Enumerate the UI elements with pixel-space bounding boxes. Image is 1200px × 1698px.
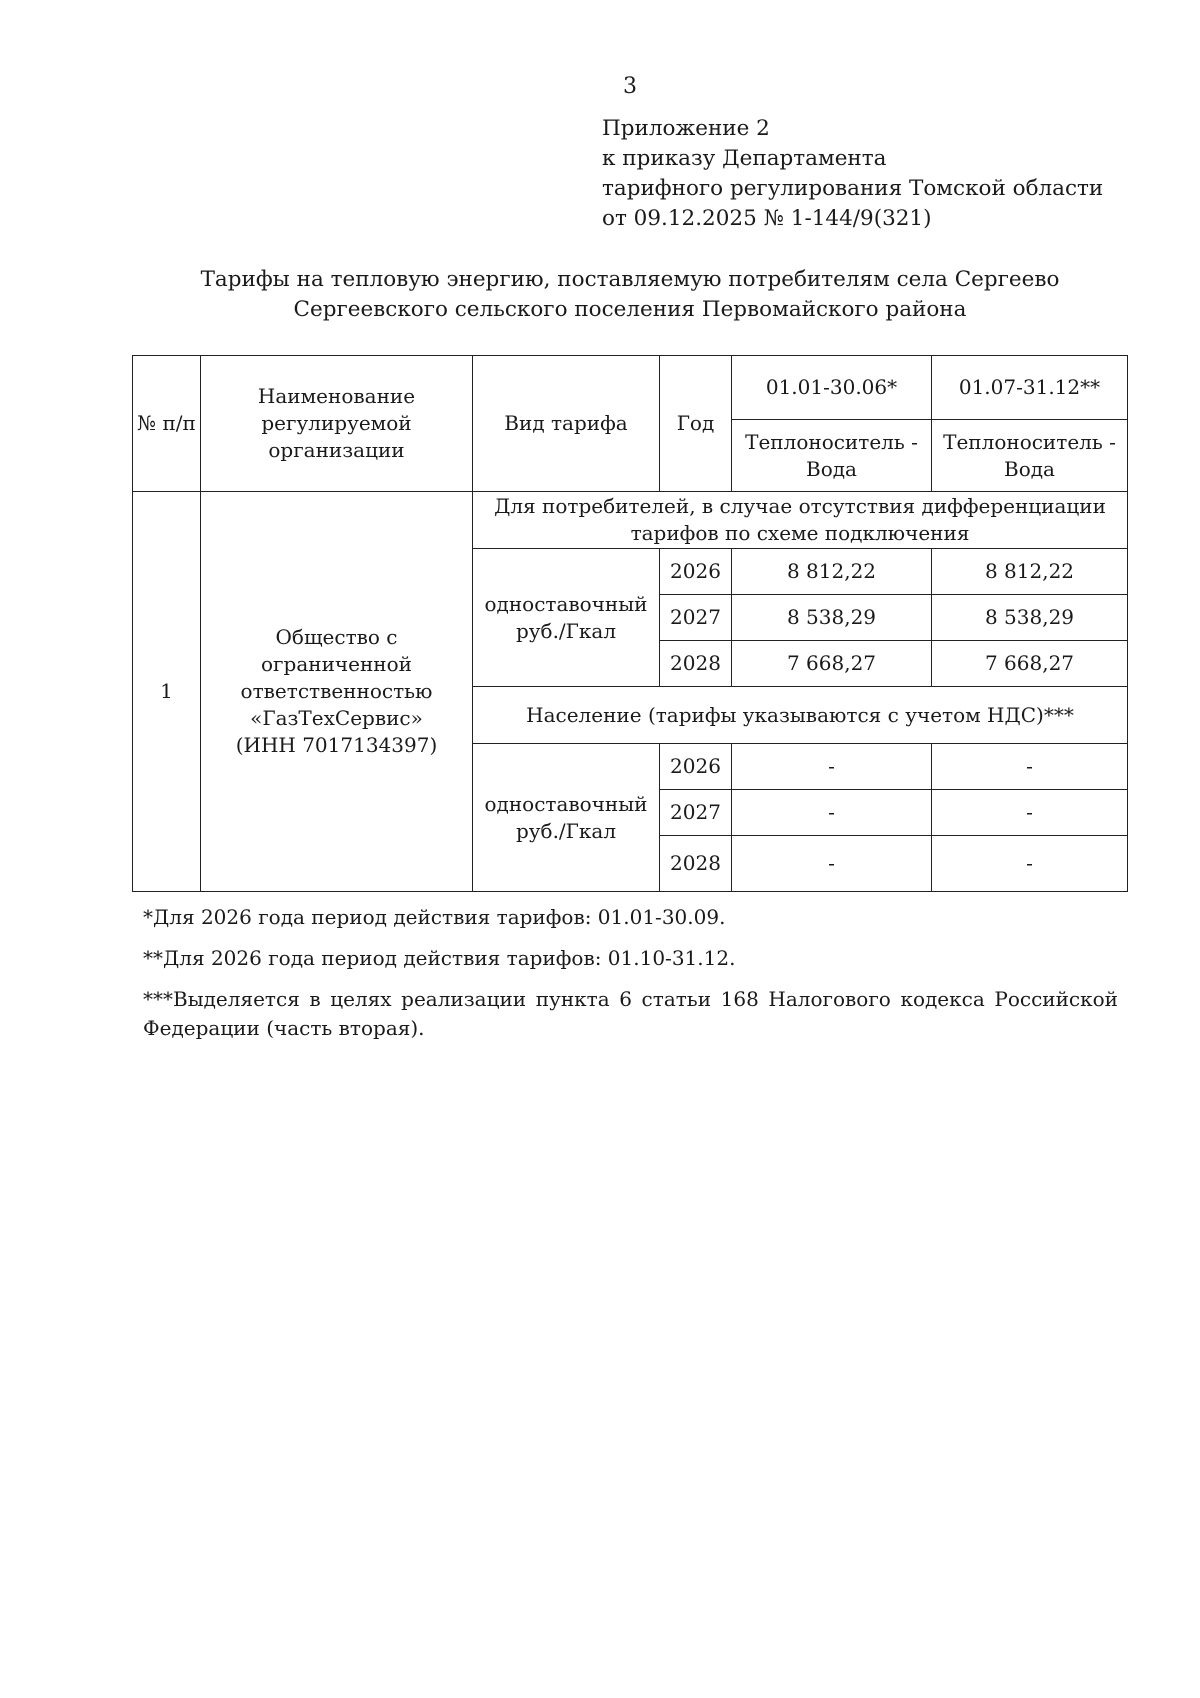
section-title: Население (тарифы указываются с учетом НДС)*** — [473, 687, 1128, 744]
tariff-type-cell: одноставочный руб./Гкал — [473, 744, 660, 892]
year-cell: 2027 — [660, 790, 732, 836]
tariff-value: - — [732, 744, 932, 790]
tariff-value: 8 538,29 — [932, 595, 1128, 641]
page-number: 3 — [623, 74, 637, 99]
footnote: ***Выделяется в целях реализации пункта 6 статьи 168 Налогового кодекса Российской Федерации (часть вторая). — [143, 987, 1118, 1040]
tariff-table — [132, 355, 1128, 892]
tariff-type-cell: одноставочный руб./Гкал — [473, 549, 660, 687]
header-year: Год — [660, 356, 732, 492]
footnote: **Для 2026 года период действия тарифов: 01.10-31.12. — [143, 946, 736, 970]
tariff-value: - — [932, 790, 1128, 836]
year-cell: 2028 — [660, 836, 732, 892]
header-period-2: 01.07-31.12** — [932, 356, 1128, 420]
header-organization: Наименование регулируемой организации — [201, 356, 473, 492]
header-carrier-1: Теплоноситель - Вода — [732, 420, 932, 492]
organization-name: Общество с ограниченной ответственностью «ГазТехСервис» (ИНН 7017134397) — [201, 492, 473, 892]
appendix-line: тарифного регулирования Томской области — [602, 176, 1104, 201]
header-num: № п/п — [133, 356, 201, 492]
header-carrier-2: Теплоноситель - Вода — [932, 420, 1128, 492]
header-period-1: 01.01-30.06* — [732, 356, 932, 420]
tariff-value: - — [932, 744, 1128, 790]
section-title: Для потребителей, в случае отсутствия дифференциации тарифов по схеме подключения — [473, 492, 1128, 549]
footnotes — [143, 903, 1118, 1055]
row-number: 1 — [133, 492, 201, 892]
tariff-value: 7 668,27 — [732, 641, 932, 687]
tariff-value: - — [932, 836, 1128, 892]
tariff-value: 8 812,22 — [732, 549, 932, 595]
appendix-line: Приложение 2 — [602, 116, 770, 141]
header-tariff-type: Вид тарифа — [473, 356, 660, 492]
year-cell: 2026 — [660, 549, 732, 595]
tariff-value: - — [732, 790, 932, 836]
appendix-line: к приказу Департамента — [602, 146, 887, 171]
appendix-block — [602, 114, 1103, 234]
appendix-line: от 09.12.2025 № 1-144/9(321) — [602, 206, 932, 231]
footnote: *Для 2026 года период действия тарифов: 01.01-30.09. — [143, 905, 726, 929]
tariff-value: - — [732, 836, 932, 892]
year-cell: 2028 — [660, 641, 732, 687]
tariff-value: 8 812,22 — [932, 549, 1128, 595]
tariff-value: 8 538,29 — [732, 595, 932, 641]
document-title — [130, 265, 1130, 325]
tariff-value: 7 668,27 — [932, 641, 1128, 687]
title-line: Сергеевского сельского поселения Первомайского района — [293, 297, 967, 322]
title-line: Тарифы на тепловую энергию, поставляемую потребителям села Сергеево — [200, 267, 1060, 292]
year-cell: 2026 — [660, 744, 732, 790]
year-cell: 2027 — [660, 595, 732, 641]
